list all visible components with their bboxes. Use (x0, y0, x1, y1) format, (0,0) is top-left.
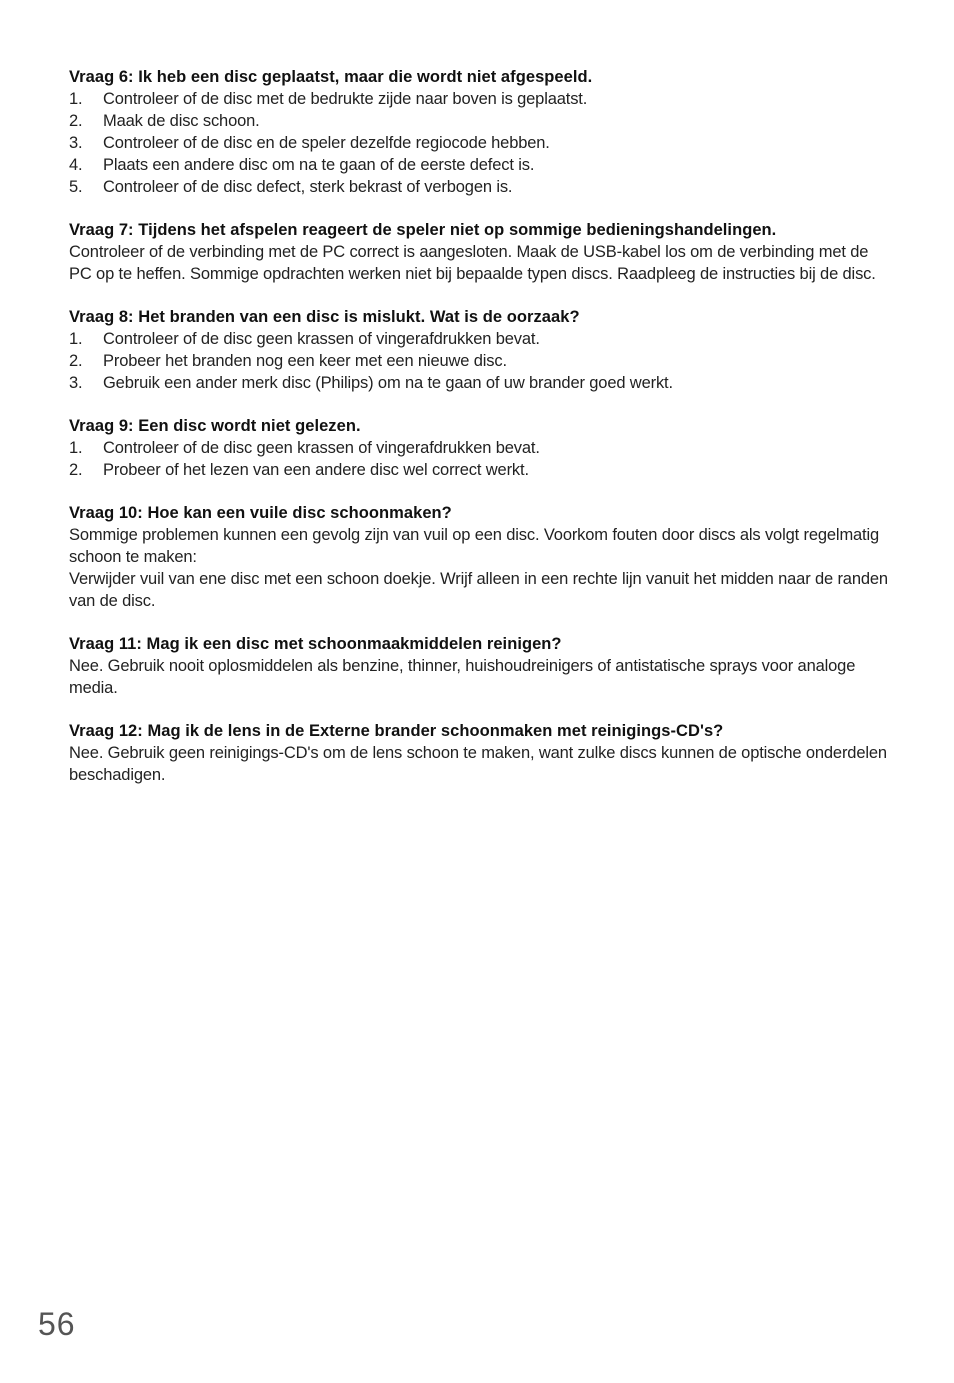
list-item: 1. Controleer of de disc geen krassen of vingerafdrukken bevat. (69, 439, 540, 457)
list-item: 1. Controleer of de disc met de bedrukte zijde naar boven is geplaatst. (69, 90, 588, 108)
faq-question-9 (69, 415, 889, 481)
question-heading: Vraag 7: Tijdens het afspelen reageert de speler niet op sommige bedieningshandelingen. (69, 221, 777, 239)
question-heading: Vraag 10: Hoe kan een vuile disc schoonmaken? (69, 504, 452, 522)
answer-list (69, 437, 889, 481)
question-heading: Vraag 8: Het branden van een disc is mislukt. Wat is de oorzaak? (69, 308, 580, 326)
answer-paragraph: Nee. Gebruik nooit oplosmiddelen als benzine, thinner, huishoudreinigers of antistatische sprays voor analoge media. (69, 657, 856, 697)
list-item: 1. Controleer of de disc geen krassen of vingerafdrukken bevat. (69, 330, 540, 348)
answer-paragraph: Sommige problemen kunnen een gevolg zijn van vuil op een disc. Voorkom fouten door discs als volgt regelmatig schoon te maken: (69, 526, 880, 566)
question-heading: Vraag 6: Ik heb een disc geplaatst, maar die wordt niet afgespeeld. (69, 68, 593, 86)
question-heading: Vraag 11: Mag ik een disc met schoonmaakmiddelen reinigen? (69, 635, 562, 653)
list-item: 4. Plaats een andere disc om na te gaan of de eerste defect is. (69, 156, 535, 174)
answer-list (69, 328, 889, 394)
answer-paragraph: Verwijder vuil van ene disc met een schoon doekje. Wrijf alleen in een rechte lijn vanuit het midden naar de randen van de disc. (69, 570, 888, 610)
page-number: 56 (38, 1306, 76, 1342)
answer-paragraph: Controleer of de verbinding met de PC correct is aangesloten. Maak de USB-kabel los om de verbinding met de PC op te heffen. Sommige opdrachten werken niet bij bepaalde typen discs. Raadpleeg de instructies bij de disc. (69, 243, 876, 283)
question-heading: Vraag 9: Een disc wordt niet gelezen. (69, 417, 361, 435)
answer-paragraph: Nee. Gebruik geen reinigings-CD's om de lens schoon te maken, want zulke discs kunnen de optische onderdelen beschadigen. (69, 744, 887, 784)
faq-question-10 (69, 502, 889, 612)
list-item: 2. Probeer of het lezen van een andere disc wel correct werkt. (69, 461, 529, 479)
list-item: 2. Probeer het branden nog een keer met een nieuwe disc. (69, 352, 507, 370)
answer-list (69, 88, 889, 198)
list-item: 5. Controleer of de disc defect, sterk bekrast of verbogen is. (69, 178, 513, 196)
question-heading: Vraag 12: Mag ik de lens in de Externe brander schoonmaken met reinigings-CD's? (69, 722, 724, 740)
list-item: 3. Gebruik een ander merk disc (Philips) om na te gaan of uw brander goed werkt. (69, 374, 673, 392)
faq-question-8 (69, 306, 889, 394)
faq-question-11 (69, 633, 889, 699)
faq-question-12 (69, 720, 889, 786)
faq-question-6 (69, 66, 889, 198)
list-item: 2. Maak de disc schoon. (69, 112, 260, 130)
list-item: 3. Controleer of de disc en de speler dezelfde regiocode hebben. (69, 134, 550, 152)
document-body (69, 66, 889, 807)
faq-question-7 (69, 219, 889, 285)
